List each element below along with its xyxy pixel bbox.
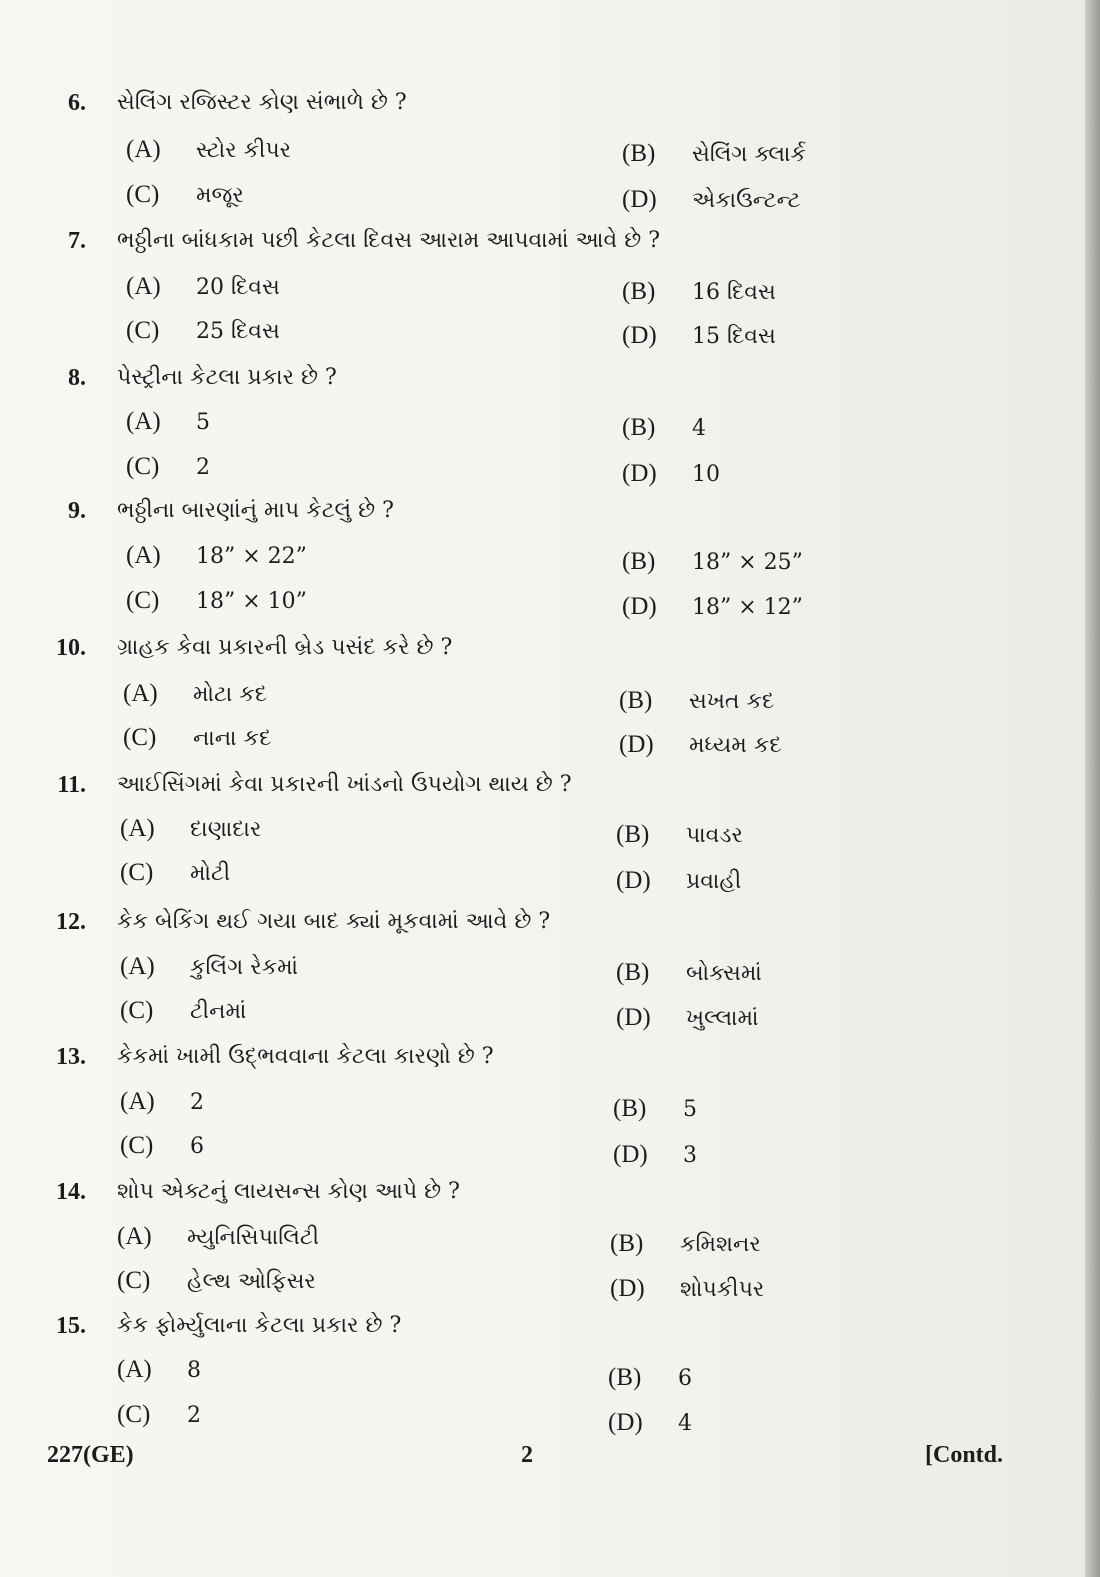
- option-c: [117, 1401, 201, 1429]
- option-label: (B): [616, 821, 650, 848]
- question-number: 8.: [68, 365, 86, 391]
- option-a: [126, 136, 291, 164]
- option-label: (D): [608, 1409, 643, 1436]
- option-c: [123, 724, 271, 752]
- option-text: 18” × 12”: [692, 595, 803, 620]
- option-label: (D): [619, 731, 654, 758]
- option-label: (D): [622, 460, 657, 487]
- option-b: [616, 959, 762, 987]
- question-number: 13.: [56, 1044, 86, 1070]
- option-label: (A): [120, 815, 155, 842]
- option-text: 8: [187, 1358, 201, 1383]
- option-text: હેલ્થ ઓફિસર: [187, 1269, 316, 1294]
- question-text: કેક બેકિંગ થઈ ગયા બાદ ક્યાં મૂકવામાં આવે છે ?: [117, 909, 551, 934]
- option-label: (D): [622, 322, 657, 349]
- option-label: (C): [126, 587, 160, 614]
- option-d: [608, 1409, 692, 1437]
- option-label: (C): [120, 859, 154, 886]
- option-text: કમિશનર: [680, 1232, 761, 1257]
- option-b: [608, 1364, 692, 1392]
- option-label: (A): [126, 542, 161, 569]
- option-label: (B): [622, 278, 656, 305]
- option-text: મોટી: [190, 861, 231, 886]
- option-c: [126, 453, 210, 481]
- option-text: મધ્યમ કદ: [689, 733, 782, 758]
- option-text: સખત કદ: [689, 689, 775, 714]
- option-label: (B): [613, 1095, 647, 1122]
- question-13: [0, 1044, 1080, 1182]
- option-b: [622, 278, 776, 306]
- question-text: ભઠ્ઠીના બારણાંનું માપ કેટલું છે ?: [117, 498, 394, 523]
- option-label: (D): [622, 186, 657, 213]
- option-a: [120, 953, 298, 981]
- option-label: (B): [616, 959, 650, 986]
- option-text: 5: [683, 1097, 697, 1122]
- question-14: [0, 1179, 1080, 1317]
- option-d: [622, 186, 800, 214]
- option-text: બોક્સમાં: [686, 961, 762, 986]
- question-text: પેસ્ટ્રીના કેટલા પ્રકાર છે ?: [117, 365, 337, 390]
- question-number: 14.: [56, 1179, 86, 1205]
- option-b: [616, 821, 743, 849]
- paper-code: 227(GE): [47, 1442, 134, 1468]
- question-number: 10.: [56, 635, 86, 661]
- question-number: 12.: [56, 909, 86, 935]
- option-label: (A): [120, 953, 155, 980]
- option-d: [616, 1004, 758, 1032]
- option-text: સેલિંગ ક્લાર્ક: [692, 142, 806, 167]
- page-edge-shadow: [1085, 0, 1100, 1577]
- option-text: 15 દિવસ: [692, 324, 776, 349]
- option-c: [126, 181, 244, 209]
- option-d: [610, 1275, 764, 1303]
- option-text: 6: [190, 1134, 204, 1159]
- option-label: (A): [126, 136, 161, 163]
- option-text: 2: [196, 455, 210, 480]
- option-text: 3: [683, 1143, 697, 1168]
- option-c: [120, 1132, 204, 1160]
- option-d: [619, 731, 782, 759]
- continued-note: [Contd.: [925, 1442, 1004, 1468]
- question-number: 7.: [68, 228, 86, 254]
- option-text: 10: [692, 462, 720, 487]
- question-9: [0, 498, 1080, 636]
- option-c: [117, 1267, 316, 1295]
- option-label: (D): [616, 867, 651, 894]
- option-label: (C): [123, 724, 157, 751]
- option-label: (A): [120, 1088, 155, 1115]
- option-text: 6: [678, 1366, 692, 1391]
- question-10: [0, 635, 1080, 773]
- option-text: 25 દિવસ: [196, 319, 280, 344]
- option-label: (D): [616, 1004, 651, 1031]
- option-text: શોપકીપર: [680, 1277, 765, 1302]
- option-d: [622, 460, 720, 488]
- option-text: 4: [678, 1411, 692, 1436]
- option-c: [120, 997, 246, 1025]
- option-label: (C): [120, 997, 154, 1024]
- option-text: 18” × 10”: [196, 589, 307, 614]
- option-b: [622, 140, 806, 168]
- option-label: (C): [117, 1267, 151, 1294]
- question-8: [0, 365, 1080, 503]
- question-15: [0, 1313, 1080, 1451]
- option-text: 18” × 25”: [692, 550, 803, 575]
- question-text: ભઠ્ઠીના બાંધકામ પછી કેટલા દિવસ આરામ આપવામાં આવે છે ?: [117, 228, 661, 253]
- question-text: શોપ એક્ટનું લાયસન્સ કોણ આપે છે ?: [117, 1179, 460, 1204]
- question-7: [0, 228, 1080, 366]
- option-label: (A): [126, 273, 161, 300]
- option-label: (C): [126, 453, 160, 480]
- question-12: [0, 909, 1080, 1047]
- option-c: [126, 317, 280, 345]
- option-label: (B): [608, 1364, 642, 1391]
- option-b: [619, 687, 774, 715]
- option-label: (B): [622, 140, 656, 167]
- option-label: (C): [126, 317, 160, 344]
- option-label: (B): [619, 687, 653, 714]
- option-text: 16 દિવસ: [692, 280, 776, 305]
- option-b: [610, 1230, 761, 1258]
- option-text: 4: [692, 416, 706, 441]
- question-text: સેલિંગ રજિસ્ટર કોણ સંભાળે છે ?: [117, 90, 407, 115]
- option-text: સ્ટોર કીપર: [196, 138, 292, 163]
- option-text: ટીનમાં: [190, 999, 247, 1024]
- option-c: [120, 859, 230, 887]
- option-text: મ્યુનિસિપાલિટી: [187, 1225, 320, 1250]
- option-text: 5: [196, 410, 210, 435]
- option-label: (C): [126, 181, 160, 208]
- page-number: 2: [521, 1442, 533, 1468]
- option-label: (C): [120, 1132, 154, 1159]
- question-text: કેકમાં ખામી ઉદ્‌ભવવાના કેટલા કારણો છે ?: [117, 1044, 494, 1069]
- question-6: [0, 90, 1080, 228]
- option-label: (D): [613, 1141, 648, 1168]
- option-label: (D): [622, 593, 657, 620]
- option-text: 20 દિવસ: [196, 275, 280, 300]
- option-a: [123, 680, 267, 708]
- option-text: 2: [190, 1090, 204, 1115]
- option-text: 2: [187, 1403, 201, 1428]
- option-a: [117, 1356, 201, 1384]
- question-number: 6.: [68, 90, 86, 116]
- question-text: ગ્રાહક કેવા પ્રકારની બ્રેડ પસંદ કરે છે ?: [117, 635, 453, 660]
- option-text: મોટા કદ: [193, 682, 268, 707]
- option-label: (D): [610, 1275, 645, 1302]
- option-text: ખુલ્લામાં: [686, 1006, 759, 1031]
- question-number: 11.: [57, 772, 86, 798]
- option-a: [117, 1223, 319, 1251]
- question-11: [0, 772, 1080, 910]
- option-text: કુલિંગ રેકમાં: [190, 955, 299, 980]
- option-text: મજૂર: [196, 183, 244, 208]
- option-a: [126, 408, 210, 436]
- option-a: [126, 273, 280, 301]
- option-label: (C): [117, 1401, 151, 1428]
- option-text: એકાઉન્ટન્ટ: [692, 188, 801, 213]
- option-text: પાવડર: [686, 823, 743, 848]
- option-b: [622, 548, 803, 576]
- option-label: (A): [123, 680, 158, 707]
- option-d: [622, 593, 803, 621]
- question-text: કેક ફોર્મ્યુલાના કેટલા પ્રકાર છે ?: [117, 1313, 402, 1338]
- option-a: [120, 815, 261, 843]
- option-label: (A): [126, 408, 161, 435]
- option-text: નાના કદ: [193, 726, 272, 751]
- option-d: [616, 867, 741, 895]
- option-label: (A): [117, 1223, 152, 1250]
- question-text: આઈસિંગમાં કેવા પ્રકારની ખાંડનો ઉપયોગ થાય છે ?: [117, 772, 572, 797]
- option-b: [622, 414, 706, 442]
- option-b: [613, 1095, 697, 1123]
- option-a: [126, 542, 307, 570]
- option-label: (B): [622, 548, 656, 575]
- option-text: દાણાદાર: [190, 817, 262, 842]
- option-d: [622, 322, 776, 350]
- option-d: [613, 1141, 697, 1169]
- question-number: 9.: [68, 498, 86, 524]
- option-label: (A): [117, 1356, 152, 1383]
- question-number: 15.: [56, 1313, 86, 1339]
- option-text: પ્રવાહી: [686, 869, 742, 894]
- option-c: [126, 587, 307, 615]
- option-a: [120, 1088, 204, 1116]
- option-label: (B): [622, 414, 656, 441]
- option-text: 18” × 22”: [196, 544, 307, 569]
- option-label: (B): [610, 1230, 644, 1257]
